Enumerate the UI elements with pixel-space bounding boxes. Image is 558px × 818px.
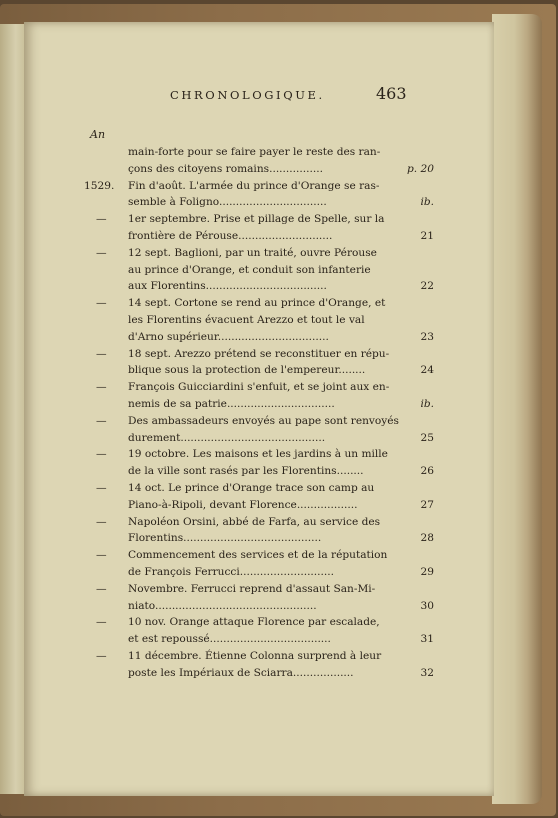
- chronology-entry: [84, 514, 434, 548]
- chronology-entry: [84, 178, 434, 212]
- page-reference: 24: [418, 362, 434, 379]
- entry-line: [84, 497, 434, 514]
- entry-dash: —: [96, 347, 107, 360]
- chronology-entry: [84, 346, 434, 380]
- entry-line: [84, 581, 434, 598]
- entry-line: [84, 430, 434, 447]
- entry-line: [84, 295, 434, 312]
- entry-dash: —: [96, 649, 107, 662]
- chronology-entry: [84, 211, 434, 245]
- entry-text: les Florentins évacuent Arezzo et tout le val: [128, 313, 365, 326]
- entry-text: Piano-à-Ripoli, devant Florence..................: [128, 498, 358, 511]
- entry-dash: —: [96, 414, 107, 427]
- entry-line: [84, 312, 434, 329]
- entry-line: [84, 463, 434, 480]
- entry-year: 1529.: [84, 179, 115, 192]
- entry-text: et est repoussé....................................: [128, 633, 331, 646]
- page-reference: p. 20: [404, 161, 434, 178]
- entry-line: [84, 614, 434, 631]
- entry-line: [84, 245, 434, 262]
- entry-text: Des ambassadeurs envoyés au pape sont renvoyés: [128, 414, 399, 427]
- entry-text: frontière de Pérouse............................: [128, 229, 333, 242]
- entry-text: Napoléon Orsini, abbé de Farfa, au service des: [128, 515, 381, 528]
- entry-text: semble à Foligno................................: [128, 196, 327, 209]
- page-reference: 28: [418, 530, 434, 547]
- entry-line: [84, 144, 434, 161]
- page-reference: 29: [418, 564, 434, 581]
- running-header: [24, 84, 494, 112]
- page-reference: 31: [418, 631, 434, 648]
- entry-line: [84, 211, 434, 228]
- entry-text: nemis de sa patrie................................: [128, 397, 335, 410]
- entry-line: [84, 413, 434, 430]
- left-page-edge: [0, 24, 26, 794]
- entry-text: poste les Impériaux de Sciarra..................: [128, 666, 354, 679]
- chronology-entry: [84, 648, 434, 682]
- entry-text: çons des citoyens romains................: [128, 162, 323, 175]
- entry-line: [84, 346, 434, 363]
- entry-text: 14 oct. Le prince d'Orange trace son camp au: [128, 481, 375, 494]
- entry-dash: —: [96, 515, 107, 528]
- entry-text: au prince d'Orange, et conduit son infanterie: [128, 263, 371, 276]
- entry-dash: —: [96, 582, 107, 595]
- chronology-entry: [84, 245, 434, 295]
- page-reference: 30: [418, 598, 434, 615]
- entry-dash: —: [96, 448, 107, 461]
- entry-line: [84, 446, 434, 463]
- entry-dash: —: [96, 481, 107, 494]
- chronology-entry: [84, 581, 434, 615]
- page-reference: ib.: [417, 396, 434, 413]
- entry-text: main-forte pour se faire payer le reste des ran-: [128, 146, 381, 158]
- entry-text: Novembre. Ferrucci reprend d'assaut San-Mi-: [128, 582, 376, 595]
- entry-line: [84, 598, 434, 615]
- margin-label: An: [90, 128, 106, 141]
- page-reference: 21: [418, 228, 434, 245]
- page-number: 463: [376, 84, 407, 103]
- chronology-list: [84, 144, 434, 682]
- entry-line: [84, 329, 434, 346]
- entry-text: 19 octobre. Les maisons et les jardins à un mille: [128, 448, 388, 461]
- entry-text: 18 sept. Arezzo prétend se reconstituer en répu-: [128, 347, 390, 360]
- entry-line: [84, 480, 434, 497]
- page-reference: 26: [418, 463, 434, 480]
- entry-line: [84, 530, 434, 547]
- chronology-entry: [84, 295, 434, 345]
- book-page: [24, 22, 494, 796]
- chronology-entry: [84, 413, 434, 447]
- entry-dash: —: [96, 246, 107, 259]
- entry-line: [84, 194, 434, 211]
- entry-line: [84, 514, 434, 531]
- chronology-entry: [84, 446, 434, 480]
- entry-text: 14 sept. Cortone se rend au prince d'Orange, et: [128, 297, 386, 310]
- entry-text: François Guicciardini s'enfuit, et se joint aux en-: [128, 381, 390, 394]
- entry-text: de François Ferrucci............................: [128, 565, 335, 578]
- entry-text: aux Florentins....................................: [128, 280, 327, 293]
- entry-text: d'Arno supérieur.................................: [128, 330, 329, 343]
- page-reference: ib.: [417, 194, 434, 211]
- entry-line: [84, 564, 434, 581]
- chronology-entry: [84, 144, 434, 178]
- entry-line: [84, 228, 434, 245]
- entry-text: 12 sept. Baglioni, par un traité, ouvre Pérouse: [128, 246, 377, 259]
- entry-text: Florentins.........................................: [128, 532, 322, 545]
- page-reference: 27: [418, 497, 434, 514]
- entry-text: durement...........................................: [128, 431, 326, 444]
- entry-dash: —: [96, 297, 107, 310]
- page-reference: 32: [418, 665, 434, 682]
- entry-text: Fin d'août. L'armée du prince d'Orange se ras-: [128, 179, 380, 192]
- entry-text: de la ville sont rasés par les Florentins........: [128, 465, 364, 478]
- entry-line: [84, 178, 434, 195]
- entry-text: 1er septembre. Prise et pillage de Spelle, sur la: [128, 213, 385, 226]
- entry-text: 10 nov. Orange attaque Florence par escalade,: [128, 616, 380, 629]
- chronology-entry: [84, 480, 434, 514]
- entry-line: [84, 631, 434, 648]
- chronology-entry: [84, 547, 434, 581]
- entry-text: 11 décembre. Étienne Colonna surprend à leur: [128, 649, 382, 662]
- page-reference: 22: [418, 278, 434, 295]
- chronology-entry: [84, 379, 434, 413]
- entry-line: [84, 362, 434, 379]
- entry-line: [84, 396, 434, 413]
- entry-line: [84, 161, 434, 178]
- entry-text: Commencement des services et de la réputation: [128, 549, 388, 562]
- entry-dash: —: [96, 549, 107, 562]
- right-page-edges: [492, 14, 542, 804]
- entry-line: [84, 379, 434, 396]
- entry-line: [84, 547, 434, 564]
- entry-text: blique sous la protection de l'empereur........: [128, 364, 366, 377]
- header-title: CHRONOLOGIQUE.: [170, 88, 325, 102]
- entry-text: niato................................................: [128, 599, 317, 612]
- entry-line: [84, 278, 434, 295]
- page-reference: 23: [418, 329, 434, 346]
- entry-dash: —: [96, 213, 107, 226]
- entry-line: [84, 262, 434, 279]
- entry-dash: —: [96, 616, 107, 629]
- chronology-entry: [84, 614, 434, 648]
- entry-dash: —: [96, 381, 107, 394]
- entry-line: [84, 648, 434, 665]
- entry-line: [84, 665, 434, 682]
- page-reference: 25: [418, 430, 434, 447]
